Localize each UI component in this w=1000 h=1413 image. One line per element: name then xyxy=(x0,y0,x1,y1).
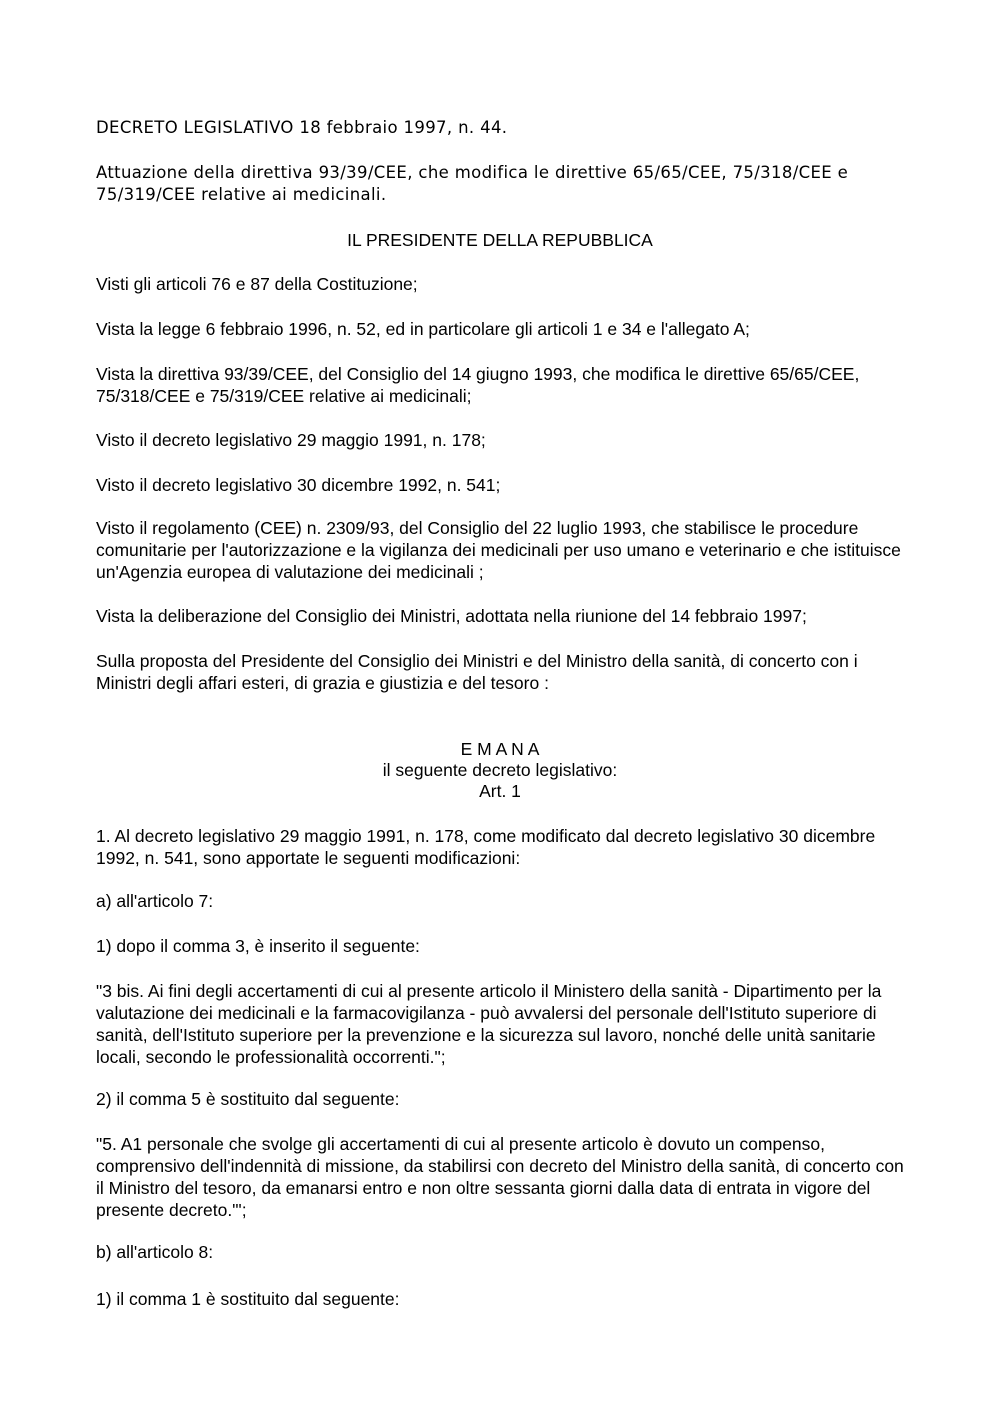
preamble-paragraph: Vista la deliberazione del Consiglio dei Ministri, adottata nella riunione del 14 febbraio 1997; xyxy=(96,606,807,626)
body-paragraph: "5. A1 personale che svolge gli accertamenti di cui al presente articolo è dovuto un compenso, comprensivo dell'indennità di missione, da stabilirsi con decreto del Ministro della sanità, di concerto con il Ministro del tesoro, da emanarsi entro e non oltre sessanta giorni dalla data di entrata in vigore del presente decreto."'; xyxy=(96,1134,904,1220)
preamble-paragraph: Visti gli articoli 76 e 87 della Costituzione; xyxy=(96,274,418,294)
body-paragraph: a) all'articolo 7: xyxy=(96,891,214,911)
preamble-paragraph: Visto il decreto legislativo 29 maggio 1991, n. 178; xyxy=(96,430,486,450)
president-heading: IL PRESIDENTE DELLA REPUBBLICA xyxy=(347,230,653,250)
preamble-paragraph: Sulla proposta del Presidente del Consiglio dei Ministri e del Ministro della sanità, di concerto con i Ministri degli affari esteri, di grazia e giustizia e del tesoro : xyxy=(96,651,858,693)
emana-subheading: il seguente decreto legislativo: xyxy=(382,760,618,780)
body-paragraph: b) all'articolo 8: xyxy=(96,1242,214,1262)
document-title: DECRETO LEGISLATIVO 18 febbraio 1997, n. 44. xyxy=(96,118,508,137)
emana-heading: E M A N A xyxy=(460,739,540,759)
preamble-paragraph: Vista la legge 6 febbraio 1996, n. 52, ed in particolare gli articoli 1 e 34 e l'allegato A; xyxy=(96,319,750,339)
preamble-paragraph: Vista la direttiva 93/39/CEE, del Consiglio del 14 giugno 1993, che modifica le direttive 65/65/CEE, 75/318/CEE e 75/319/CEE relative ai medicinali; xyxy=(96,364,860,406)
preamble-paragraph: Visto il decreto legislativo 30 dicembre 1992, n. 541; xyxy=(96,475,501,495)
article-heading: Art. 1 xyxy=(479,781,521,801)
document-subtitle: Attuazione della direttiva 93/39/CEE, che modifica le direttive 65/65/CEE, 75/318/CEE e 75/319/CEE relative ai medicinali. xyxy=(96,163,849,204)
preamble-paragraph: Visto il regolamento (CEE) n. 2309/93, del Consiglio del 22 luglio 1993, che stabilisce le procedure comunitarie per l'autorizzazione e la vigilanza dei medicinali per uso umano e veterinario e che istituisce un'Agenzia europea di valutazione dei medicinali ; xyxy=(96,518,901,582)
body-paragraph: 2) il comma 5 è sostituito dal seguente: xyxy=(96,1089,400,1109)
body-paragraph: "3 bis. Ai fini degli accertamenti di cui al presente articolo il Ministero della sanità - Dipartimento per la valutazione dei medicinali e la farmacovigilanza - può avvalersi del personale dell'Istituto superiore di sanità, dell'Istituto superiore per la prevenzione e la sicurezza sul lavoro, nonché delle unità sanitarie locali, secondo le professionalità occorrenti."; xyxy=(96,981,882,1067)
body-paragraph: 1) dopo il comma 3, è inserito il seguente: xyxy=(96,936,420,956)
body-paragraph: 1. Al decreto legislativo 29 maggio 1991, n. 178, come modificato dal decreto legislativo 30 dicembre 1992, n. 541, sono apportate le seguenti modificazioni: xyxy=(96,826,876,868)
body-paragraph: 1) il comma 1 è sostituito dal seguente: xyxy=(96,1289,400,1309)
